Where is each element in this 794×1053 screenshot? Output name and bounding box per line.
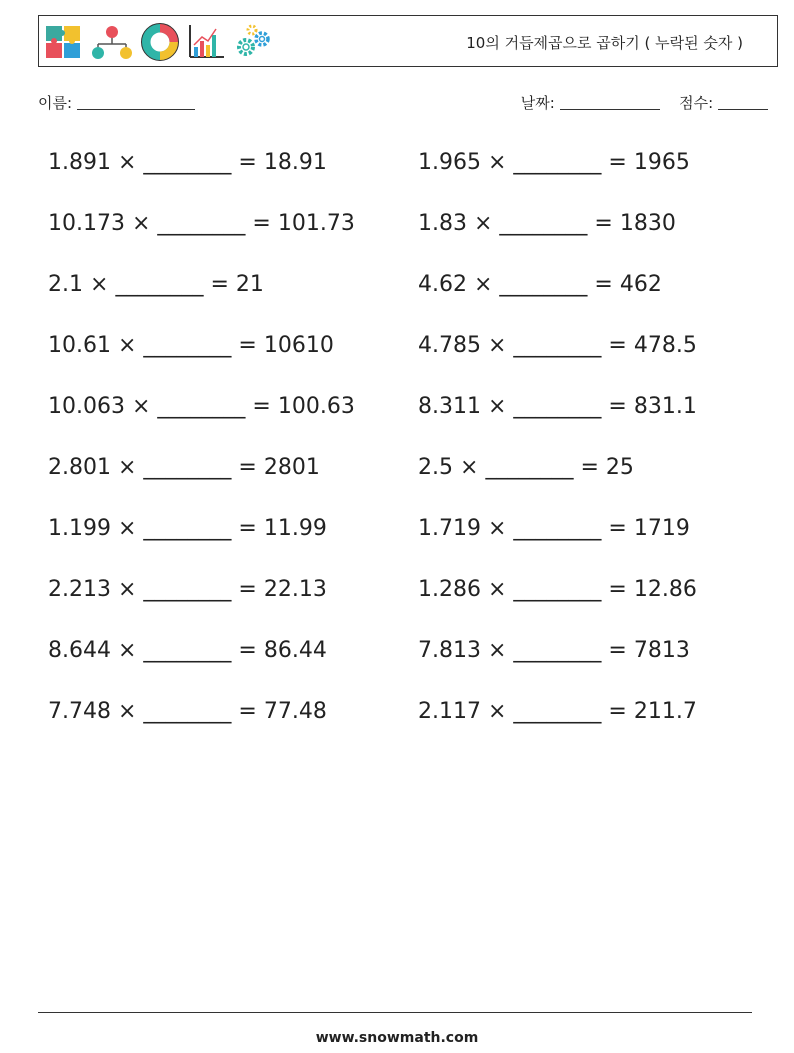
answer-blank[interactable]: ________ [143, 516, 232, 541]
answer-blank[interactable]: ________ [513, 638, 602, 663]
product: 11.99 [263, 516, 327, 541]
header-icons [44, 20, 272, 64]
problem-row [48, 516, 327, 541]
answer-blank[interactable]: ________ [157, 211, 246, 236]
equals-sign: = [252, 211, 271, 236]
times-sign: × [487, 577, 507, 602]
equals-sign: = [238, 455, 257, 480]
times-sign: × [487, 699, 507, 724]
bar-chart-icon [186, 23, 226, 61]
times-sign: × [487, 333, 507, 358]
product: 21 [235, 272, 264, 297]
problem-row [418, 150, 690, 175]
times-sign: × [487, 516, 507, 541]
name-line[interactable] [77, 109, 195, 110]
equals-sign: = [608, 699, 627, 724]
multiplicand: 4.785 [418, 333, 481, 358]
multiplicand: 8.311 [418, 394, 481, 419]
name-field [38, 92, 195, 113]
multiplicand: 1.83 [418, 211, 467, 236]
puzzle-icon [44, 24, 84, 60]
date-label: 날짜: [520, 94, 555, 112]
problem-row [418, 211, 676, 236]
equals-sign: = [238, 516, 257, 541]
multiplicand: 2.5 [418, 455, 453, 480]
problem-row [48, 699, 327, 724]
answer-blank[interactable]: ________ [143, 455, 232, 480]
problem-row [418, 333, 697, 358]
product: 101.73 [277, 211, 355, 236]
times-sign: × [487, 394, 507, 419]
times-sign: × [117, 638, 137, 663]
equals-sign: = [238, 577, 257, 602]
times-sign: × [487, 150, 507, 175]
multiplicand: 2.1 [48, 272, 83, 297]
product: 2801 [263, 455, 320, 480]
answer-blank[interactable]: ________ [143, 150, 232, 175]
gears-icon [232, 23, 272, 61]
problem-row [48, 211, 355, 236]
times-sign: × [117, 516, 137, 541]
multiplicand: 7.813 [418, 638, 481, 663]
footer-url: www.snowmath.com [315, 1030, 479, 1046]
multiplicand: 2.801 [48, 455, 111, 480]
answer-blank[interactable]: ________ [513, 516, 602, 541]
problem-row [48, 333, 334, 358]
times-sign: × [473, 211, 493, 236]
equals-sign: = [238, 333, 257, 358]
tree-diagram-icon [90, 24, 134, 60]
equals-sign: = [608, 638, 627, 663]
answer-blank[interactable]: ________ [513, 394, 602, 419]
product: 18.91 [263, 150, 327, 175]
product: 12.86 [633, 577, 697, 602]
header-box [38, 15, 778, 67]
equals-sign: = [580, 455, 599, 480]
problem-row [418, 272, 662, 297]
problem-row [48, 394, 355, 419]
product: 831.1 [633, 394, 697, 419]
equals-sign: = [238, 699, 257, 724]
product: 7813 [633, 638, 690, 663]
equals-sign: = [608, 333, 627, 358]
multiplicand: 1.199 [48, 516, 111, 541]
answer-blank[interactable]: ________ [143, 638, 232, 663]
equals-sign: = [608, 516, 627, 541]
product: 1830 [619, 211, 676, 236]
times-sign: × [131, 394, 151, 419]
score-line[interactable] [718, 109, 768, 110]
times-sign: × [131, 211, 151, 236]
problem-row [48, 455, 320, 480]
footer-divider [38, 1012, 752, 1013]
equals-sign: = [594, 211, 613, 236]
equals-sign: = [608, 394, 627, 419]
multiplicand: 10.173 [48, 211, 125, 236]
equals-sign: = [238, 638, 257, 663]
problem-row [48, 272, 264, 297]
times-sign: × [90, 272, 109, 297]
times-sign: × [117, 150, 137, 175]
answer-blank[interactable]: ________ [143, 333, 232, 358]
answer-blank[interactable]: ________ [143, 699, 232, 724]
multiplicand: 4.62 [418, 272, 467, 297]
times-sign: × [117, 699, 137, 724]
answer-blank[interactable]: ________ [513, 577, 602, 602]
times-sign: × [487, 638, 507, 663]
donut-chart-icon [140, 22, 180, 62]
multiplicand: 10.61 [48, 333, 111, 358]
answer-blank[interactable]: ________ [485, 455, 574, 480]
product: 1719 [633, 516, 690, 541]
equals-sign: = [210, 272, 229, 297]
product: 10610 [263, 333, 334, 358]
product: 100.63 [277, 394, 355, 419]
date-line[interactable] [560, 109, 660, 110]
date-score-fields [521, 92, 768, 113]
problem-row [418, 455, 634, 480]
multiplicand: 1.965 [418, 150, 481, 175]
product: 211.7 [633, 699, 697, 724]
answer-blank[interactable]: ________ [499, 211, 588, 236]
problem-row [48, 150, 327, 175]
name-label: 이름: [38, 94, 73, 112]
answer-blank[interactable]: ________ [513, 333, 602, 358]
product: 462 [619, 272, 662, 297]
answer-blank[interactable]: ________ [499, 272, 588, 297]
equals-sign: = [238, 150, 257, 175]
times-sign: × [117, 577, 137, 602]
product: 25 [605, 455, 634, 480]
problem-row [48, 638, 327, 663]
equals-sign: = [608, 150, 627, 175]
product: 22.13 [263, 577, 327, 602]
multiplicand: 10.063 [48, 394, 125, 419]
answer-blank[interactable]: ________ [513, 150, 602, 175]
problem-row [48, 577, 327, 602]
worksheet-title: 10의 거듭제곱으로 곱하기 ( 누락된 숫자 ) [466, 34, 743, 52]
multiplicand: 2.117 [418, 699, 481, 724]
product: 1965 [633, 150, 690, 175]
multiplicand: 8.644 [48, 638, 111, 663]
times-sign: × [117, 333, 137, 358]
multiplicand: 2.213 [48, 577, 111, 602]
times-sign: × [473, 272, 493, 297]
equals-sign: = [608, 577, 627, 602]
problem-row [418, 699, 697, 724]
problem-row [418, 516, 690, 541]
times-sign: × [460, 455, 479, 480]
problem-row [418, 394, 697, 419]
score-label: 점수: [679, 94, 714, 112]
answer-blank[interactable]: ________ [157, 394, 246, 419]
times-sign: × [117, 455, 137, 480]
answer-blank[interactable]: ________ [115, 272, 204, 297]
product: 77.48 [263, 699, 327, 724]
multiplicand: 1.891 [48, 150, 111, 175]
problem-row [418, 577, 697, 602]
equals-sign: = [252, 394, 271, 419]
answer-blank[interactable]: ________ [143, 577, 232, 602]
answer-blank[interactable]: ________ [513, 699, 602, 724]
multiplicand: 1.719 [418, 516, 481, 541]
multiplicand: 1.286 [418, 577, 481, 602]
equals-sign: = [594, 272, 613, 297]
multiplicand: 7.748 [48, 699, 111, 724]
product: 86.44 [263, 638, 327, 663]
product: 478.5 [633, 333, 697, 358]
problem-row [418, 638, 690, 663]
